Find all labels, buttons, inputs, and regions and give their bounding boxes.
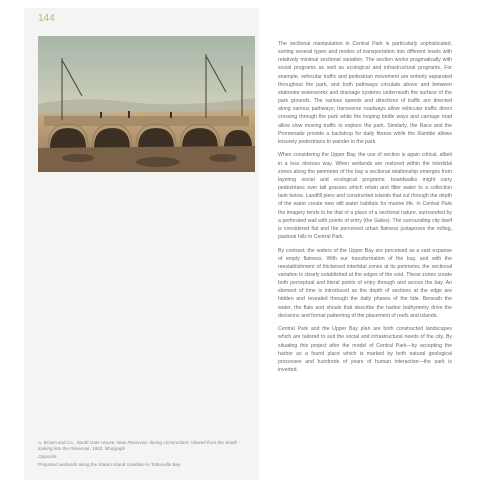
body-paragraph: By contrast, the waters of the Upper Bay are perceived as a vast expanse of empty flatness. With our transformation of the bay, and with the reestablishment of thickened intertidal zones at its perimeter, the sectional variation is clearly established at the edges of the void. These zones create both perceptual and literal points of entry through and across the bay. An element of time is introduced as the depth of sections at the edge are hidden and revealed through the daily phases of the tide. Beneath the water, the flats and shoals that describe the harbor bathymetry drive the decisions and formal patterning of the placement of reefs and islands. xyxy=(278,247,452,319)
page-number: 144 xyxy=(38,13,55,24)
image-caption xyxy=(38,440,252,469)
caption-credit-prefix: A. Brown and Co., xyxy=(38,440,76,445)
reservoir-lithograph-image xyxy=(38,36,255,172)
caption-credit-title: South Gate House, New Reservoir, during construction; Viewed from the South - looking into the Reservoir, xyxy=(38,440,240,452)
caption-opposite-label: Opposite xyxy=(38,453,57,459)
left-page xyxy=(24,8,259,480)
body-paragraph: The sectional manipulation in Central Park is particularly sophisticated, sorting several types and modes of transportation into different levels with relatively minimal sectional variation. The section works pragmatically with social programs as well as ecological and infrastructural programs. For example, vehicular traffic and pedestrian movement are entirely separated throughout the park, and both pathways circulate above and between elaborate waterworks and drainage systems underneath the surface of the park grounds. The various speeds and directions of traffic are directed along various pathways; transverse roadways allow vehicular traffic direct crossing through the park while the looping bridle ways and carriage road allow slow moving traffic to explore the park. Similarly, the Race and the Promenade provide a backdrop for daily fitness while the Ramble allows leisurely pedestrians to wander in the park. xyxy=(278,41,452,145)
caption-credit xyxy=(38,440,252,452)
caption-opposite-text: Proposed wetlands along the Staten Island coastline in Tottenville Bay xyxy=(38,461,181,467)
body-paragraph: Central Park and the Upper Bay plan are both constructed landscapes which are tailored to suit the social and infrastructural needs of the city. By situating this project after the model of Central Park—by accepting the harbor as a found place which is marked by both natural geological processes and hundreds of years of human interaction—the park is inverted. xyxy=(278,326,452,374)
body-text-column xyxy=(278,40,452,380)
caption-credit-suffix: 1862, lithograph xyxy=(92,446,126,452)
body-paragraph: When considering the Upper Bay, the use of section is again critical, albeit in a less obvious way. When wetlands are restored within the intertidal zones along the perimeter of the bay a sectional relationship emerges from layering social and ecological programs; boardwalks might carry pedestrians over tall grasses which retain and filter water to a collection tank below. Landfill piers and constructed islands that cut through the depth of the water create new still water habitats for marine life. In Central Park the imagery tends to be that of a place of a sectional nature, surrounded by a perforated wall with points of entry (the Gates). The surrounding city itself is considered flat and the perceived urban flatness juxtaposes the rolling, pastoral hills in Central Park. xyxy=(278,152,452,240)
